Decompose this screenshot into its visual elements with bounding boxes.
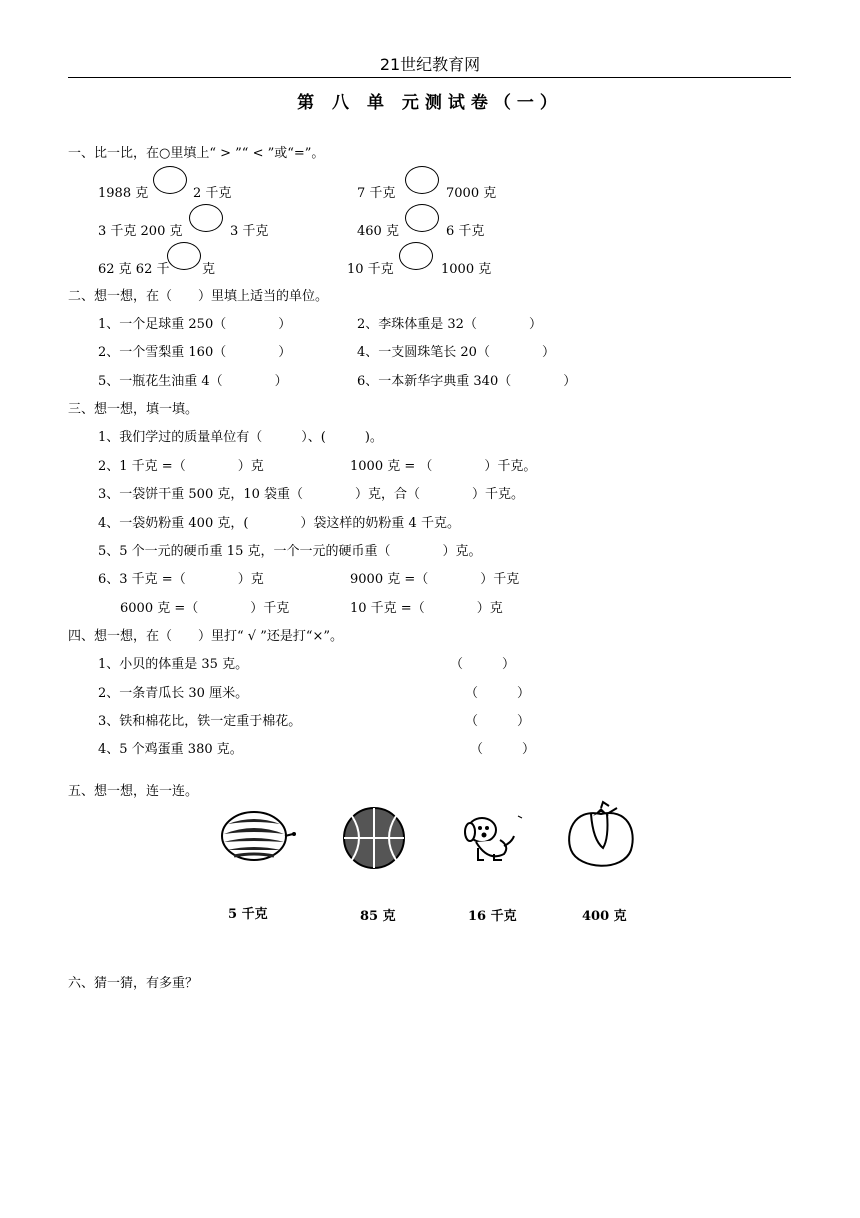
s3-line-5: 5、5 个一元的硬币重 15 克，一个一元的硬币重（ ）克。 [98,544,482,559]
weight-label-3: 16 千克 [468,909,517,924]
s4-item-4: 4、5 个鸡蛋重 380 克。 [98,742,243,757]
compare-3-right: 3 千克 [230,224,269,239]
section-6-heading: 六、猜一猜，有多重？ [68,976,199,991]
compare-3-left: 3 千克 200 克 [98,224,183,239]
s3-line-7b: 10 千克 =（ ）克 [350,601,503,616]
compare-4-left: 460 克 [357,224,399,239]
weight-label-2: 85 克 [360,909,396,924]
compare-3-circle[interactable] [189,204,223,232]
compare-4-right: 6 千克 [446,224,485,239]
section-5-heading: 五、想一想，连一连。 [68,784,199,799]
compare-1-circle[interactable] [153,166,187,194]
s2-item-2: 2、李珠体重是 32（ ） [357,317,542,332]
s4-blank-1[interactable]: （ ） [450,657,516,672]
compare-6-left: 10 千克 [347,262,394,277]
weight-label-4: 400 克 [582,909,627,924]
header-divider [68,77,791,78]
site-header: 21世纪教育网 [379,55,481,74]
section-3-heading: 三、想一想，填一填。 [68,402,199,417]
s2-item-1: 1、一个足球重 250（ ） [98,317,292,332]
compare-1-right: 2 千克 [193,186,232,201]
compare-4-circle[interactable] [405,204,439,232]
s2-item-4: 4、一支圆珠笔长 20（ ） [357,345,555,360]
compare-6-circle[interactable] [399,242,433,270]
s3-line-6a: 6、3 千克 =（ ）克 [98,572,264,587]
s3-line-2a: 2、1 千克 =（ ）克 [98,459,264,474]
s4-blank-4[interactable]: （ ） [470,742,536,757]
s4-item-2: 2、一条青瓜长 30 厘米。 [98,686,249,701]
puppy-icon [460,810,530,866]
page-title: 第 八 单 元测试卷（一） [297,93,563,113]
compare-6-right: 1000 克 [441,262,492,277]
compare-5-circle[interactable] [167,242,201,270]
s2-item-3: 2、一个雪梨重 160（ ） [98,345,292,360]
section-2-heading: 二、想一想，在（ ）里填上适当的单位。 [68,289,329,304]
s3-line-6b: 9000 克 =（ ）千克 [350,572,520,587]
s4-item-1: 1、小贝的体重是 35 克。 [98,657,249,672]
compare-2-right: 7000 克 [446,186,497,201]
section-4-heading: 四、想一想，在（ ）里打“ √ ”还是打“×”。 [68,629,344,644]
s4-blank-3[interactable]: （ ） [465,714,531,729]
s4-blank-2[interactable]: （ ） [465,686,531,701]
tomato-icon [563,800,639,874]
compare-2-circle[interactable] [405,166,439,194]
compare-5-right: 克 [202,262,216,277]
weight-label-1: 5 千克 [228,907,268,922]
s3-line-4: 4、一袋奶粉重 400 克，( ）袋这样的奶粉重 4 千克。 [98,516,460,531]
s2-item-5: 5、一瓶花生油重 4（ ） [98,374,288,389]
basketball-icon [340,806,408,870]
compare-2-left: 7 千克 [357,186,396,201]
s2-item-6: 6、一本新华字典重 340（ ） [357,374,577,389]
s3-line-7a: 6000 克 =（ ）千克 [120,601,290,616]
compare-1-left: 1988 克 [98,186,149,201]
s4-item-3: 3、铁和棉花比，铁一定重于棉花。 [98,714,302,729]
watermelon-icon [218,808,298,864]
s3-line-2b: 1000 克 = （ ）千克。 [350,459,537,474]
compare-5-left: 62 克 62 千 [98,262,170,277]
section-1-heading: 一、比一比，在○里填上“ > ”“ < ”或“=”。 [68,146,325,161]
s3-line-1: 1、我们学过的质量单位有（ ）、( )。 [98,430,383,445]
s3-line-3: 3、一袋饼干重 500 克，10 袋重（ ）克，合（ ）千克。 [98,487,525,502]
